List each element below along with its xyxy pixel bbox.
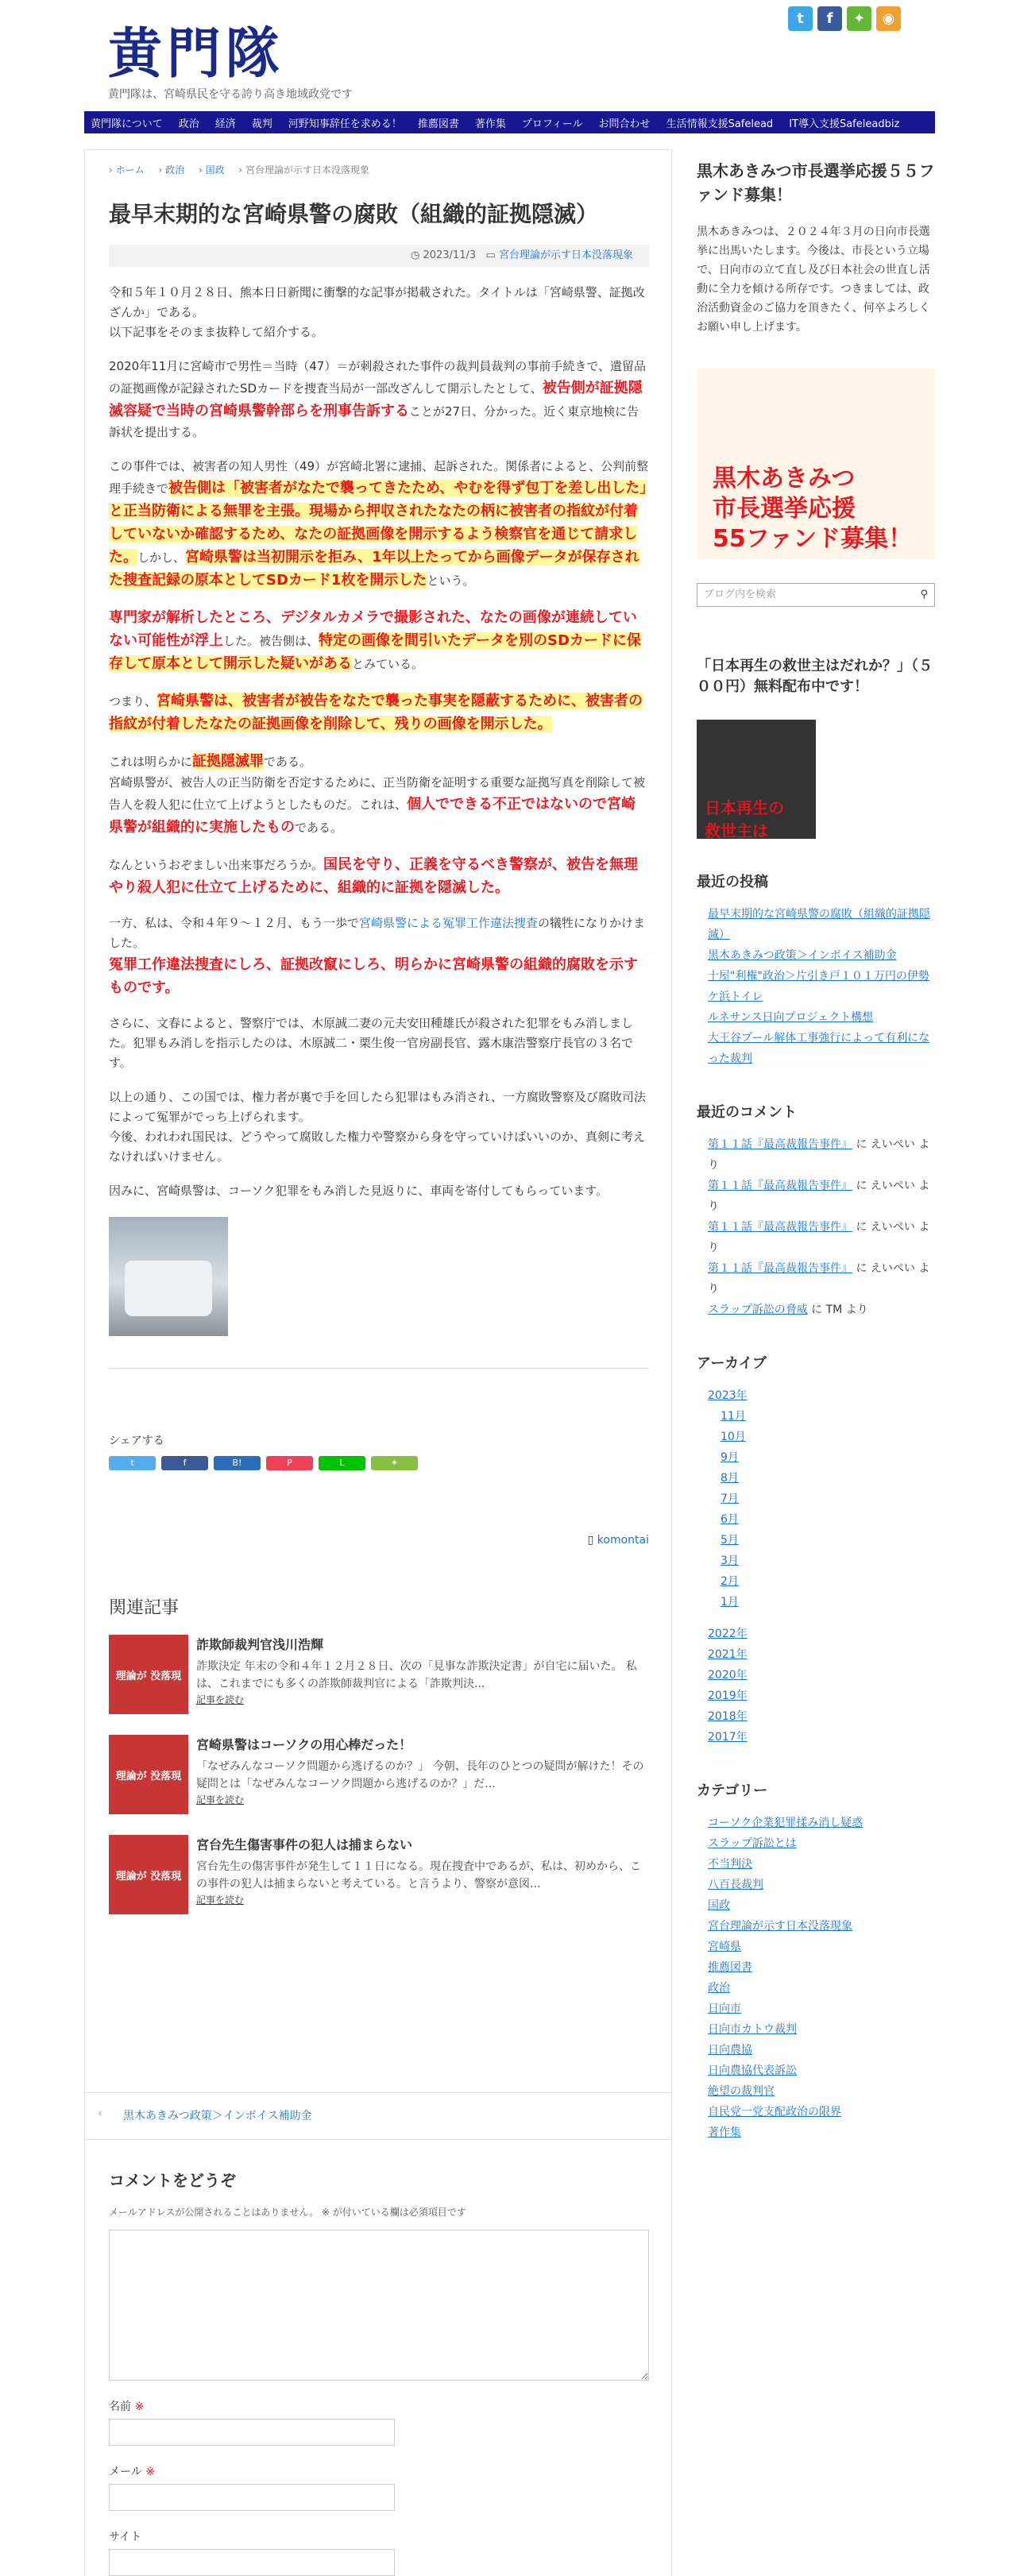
list-item bbox=[708, 2081, 935, 2102]
list-item bbox=[708, 1937, 935, 1957]
list-item bbox=[708, 945, 935, 966]
list-link[interactable]: 日向農協代表訴訟 bbox=[708, 2064, 797, 2077]
list-link[interactable]: 日向農協 bbox=[708, 2044, 752, 2057]
list-item bbox=[708, 1665, 935, 1686]
related-item[interactable] bbox=[109, 1635, 649, 1714]
breadcrumb-current: › 宮台理論が示す日本没落現象 bbox=[238, 164, 370, 176]
list-link[interactable]: 第１１話『最高裁報告事件』 bbox=[708, 1180, 852, 1192]
list-item bbox=[708, 1875, 935, 1895]
paragraph: この事件では、被害者の知人男性（49）が宮崎北署に逮捕、起訴された。関係者によると、公判前整理手続きで被告側は「被害者がなたで襲ってきたため、やむを得ず包丁を差し出した」と正当防衛による無罪を主張。現場から押収されたなたの柄に被害者の指紋が付着していないか確認するため、なたの証拠画像を開示するよう検察官を通じて請求した。しかし、宮崎県警は当初開示を拒み、1年以上たってから画像データが保存された捜査記録の原本としてSDカード1枚を開示したという。 bbox=[109, 459, 649, 589]
paragraph: 一方、私は、令和４年９～１２月、もう一歩で宮崎県警による冤罪工作違法捜査の犠牲になりかけました。 冤罪工作違法捜査にしろ、証拠改竄にしろ、明らかに宮崎県警の組織的腐敗を示すものです。 bbox=[109, 916, 646, 996]
list-item bbox=[708, 1854, 935, 1875]
list-link[interactable]: ルネサンス日向プロジェクト構想 bbox=[708, 1011, 874, 1024]
list-link[interactable]: 絶望の裁判官 bbox=[708, 2085, 775, 2098]
nav-item[interactable]: 黄門隊について bbox=[91, 118, 163, 130]
post-category[interactable]: 宮台理論が示す日本没落現象 bbox=[498, 249, 633, 261]
related-item-title[interactable]: 宮崎県警はコーソクの用心棒だった！ bbox=[196, 1737, 412, 1752]
list-item bbox=[708, 1217, 935, 1258]
main-nav bbox=[84, 111, 935, 133]
banner-text: 黒木あきみつ 市長選挙応援 55ファンド募集！ bbox=[713, 465, 913, 553]
site-header bbox=[0, 0, 1020, 130]
nav-item[interactable]: 河野知事辞任を求める！ bbox=[288, 118, 402, 130]
clock-icon: ◷ bbox=[410, 249, 420, 261]
paragraph: 以上の通り、この国では、権力者が裏で手を回したら犯罪はもみ消され、一方腐敗警察及び腐敗司法によって冤罪がでっち上げられます。 今後、われわれ国民は、どうやって腐敗した権力や警察から身を守っていけばいいのか、真剣に考えなければいけません。 bbox=[109, 1090, 646, 1164]
list-item bbox=[708, 1551, 935, 1571]
nav-item[interactable]: 生活情報支援Safelead bbox=[666, 118, 774, 130]
category-title: カテゴリー bbox=[697, 1782, 768, 1799]
twitter-icon[interactable]: t bbox=[788, 6, 813, 31]
name-label: 名前 ※ bbox=[109, 2400, 145, 2413]
list-item bbox=[708, 1624, 935, 1644]
list-link[interactable]: 2021年 bbox=[708, 1648, 748, 1661]
article-title: 最早末期的な宮崎県警の腐敗（組織的証拠隠滅） bbox=[109, 201, 599, 227]
recent-posts-list bbox=[697, 904, 935, 1069]
paragraph: 因みに、宮崎県警は、コーソク犯罪をもみ消した見返りに、車両を寄付してもらっています。 bbox=[109, 1184, 609, 1198]
list-link[interactable]: 第１１話『最高裁報告事件』 bbox=[708, 1221, 852, 1234]
main-content bbox=[84, 149, 672, 2576]
list-link[interactable]: 推薦図書 bbox=[708, 1961, 752, 1974]
comment-author: に えいぺい より bbox=[708, 1221, 930, 1254]
list-link[interactable]: 大王谷プール解体工事強行によって有利になった裁判 bbox=[708, 1032, 930, 1065]
list-item bbox=[708, 2060, 935, 2081]
list-item bbox=[708, 1007, 935, 1028]
line-share-icon[interactable]: L bbox=[319, 1456, 365, 1470]
site-label: サイト bbox=[109, 2531, 142, 2543]
email-field[interactable] bbox=[109, 2484, 395, 2511]
related-item-excerpt: 詐欺決定 年末の令和４年１２月２８日、次の「見事な詐欺決定書」が自宅に届いた。 私は、これまでにも多くの詐欺師裁判官による「詐欺判決... bbox=[196, 1660, 637, 1690]
list-item bbox=[708, 1644, 935, 1665]
list-link[interactable]: 不当判決 bbox=[708, 1858, 752, 1871]
hatena-share-icon[interactable]: B! bbox=[214, 1456, 261, 1470]
list-item bbox=[708, 1706, 935, 1727]
list-item bbox=[708, 1813, 935, 1833]
feedly-share-icon[interactable]: ✦ bbox=[371, 1456, 418, 1470]
paragraph: なんというおぞましい出来事だろうか。国民を守り、正義を守るべき警察が、被告を無理やり殺人犯に仕立て上げるために、組織的に証拠を隠滅した。 bbox=[109, 856, 639, 896]
list-item bbox=[708, 1300, 935, 1320]
list-item bbox=[708, 1406, 935, 1427]
list-link[interactable]: 10月 bbox=[721, 1431, 746, 1443]
prev-post-link[interactable]: 黒木あきみつ政策＞インボイス補助金 bbox=[123, 2110, 312, 2122]
car-photo[interactable] bbox=[109, 1217, 228, 1336]
sidebar bbox=[697, 159, 935, 2143]
list-item bbox=[708, 1999, 935, 2019]
list-item bbox=[708, 904, 935, 945]
comment-form-title: コメントをどうぞ bbox=[109, 2171, 236, 2190]
list-item bbox=[708, 1957, 935, 1978]
list-link[interactable]: 5月 bbox=[721, 1534, 739, 1547]
nav-item[interactable]: 推薦図書 bbox=[417, 118, 459, 130]
list-item bbox=[708, 1686, 935, 1706]
search-input[interactable]: ブログ内を検索 ⚲ bbox=[697, 583, 935, 607]
author-link[interactable]: komontai bbox=[597, 1534, 649, 1547]
list-item bbox=[708, 1895, 935, 1916]
book-cover-text: 日本再生の 救世主は bbox=[705, 798, 784, 840]
campaign-title: 黒木あきみつ市長選挙応援５５ファンド募集！ bbox=[697, 161, 935, 204]
read-more-link[interactable]: 記事を読む bbox=[196, 1694, 245, 1705]
list-link[interactable]: 2023年 bbox=[708, 1389, 748, 1402]
related-item-excerpt: 宮台先生の傷害事件が発生して１１日になる。現在捜査中であるが、私は、初めから、この事件の犯人は捕まらないと考えている。と言うより、警察が意図... bbox=[196, 1860, 641, 1890]
post-date: 2023/11/3 bbox=[423, 249, 477, 261]
list-link[interactable]: 自民党一党支配政治の限界 bbox=[708, 2106, 841, 2118]
book-cover-image[interactable] bbox=[697, 720, 816, 839]
recent-comments-list bbox=[697, 1134, 935, 1320]
facebook-icon[interactable]: f bbox=[817, 6, 842, 31]
related-item[interactable] bbox=[109, 1735, 649, 1814]
list-item bbox=[708, 1427, 935, 1447]
spacer bbox=[708, 1612, 935, 1624]
recent-posts-title: 最近の投稿 bbox=[697, 874, 768, 890]
book-title: 「日本再生の救世主はだれか？」（５００円）無料配布中です！ bbox=[697, 658, 933, 695]
list-link[interactable]: 第１１話『最高裁報告事件』 bbox=[708, 1138, 852, 1151]
list-item bbox=[708, 1530, 935, 1551]
nav-item[interactable]: プロフィール bbox=[521, 118, 583, 130]
list-link[interactable]: 6月 bbox=[721, 1513, 739, 1526]
comment-textarea[interactable] bbox=[109, 2230, 649, 2381]
feedly-icon[interactable]: ✦ bbox=[847, 6, 871, 31]
paragraph: これは明らかに証拠隠滅罪である。 宮崎県警が、被告人の正当防衛を否定するために、正当防衛を証明する重要な証拠写真を削除して被告人を殺人犯に仕立て上げようとしたものだ。これは、個人でできる不正ではないので宮崎県警が組織的に実施したものである。 bbox=[109, 753, 646, 836]
list-link[interactable]: 2017年 bbox=[708, 1731, 748, 1744]
pocket-share-icon[interactable]: P bbox=[266, 1456, 313, 1470]
author-line bbox=[109, 1534, 649, 1547]
list-item bbox=[708, 1447, 935, 1468]
list-item bbox=[708, 2040, 935, 2060]
list-link[interactable]: 2018年 bbox=[708, 1710, 748, 1723]
list-item bbox=[708, 1571, 935, 1592]
related-item-title[interactable]: 詐欺師裁判官浅川浩輝 bbox=[196, 1637, 324, 1652]
breadcrumb-politics[interactable]: › 政治 bbox=[158, 164, 185, 176]
related-item[interactable] bbox=[109, 1835, 649, 1914]
list-link[interactable]: 2020年 bbox=[708, 1669, 748, 1682]
list-link[interactable]: 3月 bbox=[721, 1554, 739, 1567]
list-link[interactable]: 7月 bbox=[721, 1493, 739, 1505]
nav-item[interactable]: 裁判 bbox=[251, 118, 272, 130]
person-icon: ▯ bbox=[587, 1534, 594, 1547]
read-more-link[interactable]: 記事を読む bbox=[196, 1794, 245, 1806]
list-link[interactable]: 十屋"利権"政治＞片引き戸１０１万円の伊勢ケ浜トイレ bbox=[708, 970, 929, 1003]
list-link[interactable]: 1月 bbox=[721, 1596, 739, 1609]
list-link[interactable]: 2019年 bbox=[708, 1690, 748, 1702]
chevron-left-icon: ‹ bbox=[98, 2106, 102, 2120]
breadcrumb-home[interactable]: › ホーム bbox=[109, 164, 145, 176]
list-item bbox=[708, 1028, 935, 1069]
list-item bbox=[708, 1176, 935, 1217]
comment-author: に TM より bbox=[807, 1303, 868, 1316]
list-item bbox=[708, 1509, 935, 1530]
list-link[interactable]: 第１１話『最高裁報告事件』 bbox=[708, 1262, 852, 1275]
list-link[interactable]: コーソク企業犯罪揉み消し疑惑 bbox=[708, 1817, 864, 1829]
paragraph: さらに、文春によると、警察庁では、木原誠二妻の元夫安田種雄氏が殺された犯罪をもみ消しました。犯罪もみ消しを指示したのは、木原誠二・栗生俊一官房副長官、露木康浩警察庁長官の３名です。 bbox=[109, 1016, 634, 1070]
list-item bbox=[708, 2102, 935, 2122]
breadcrumb-national[interactable]: › 国政 bbox=[198, 164, 225, 176]
campaign-banner[interactable] bbox=[697, 369, 935, 559]
campaign-text: 黒木あきみつは、２０２４年３月の日向市長選挙に出馬いたします。今後は、市長という立場で、日向市の立て直し及び日本社会の世直し活動に全力を傾ける所存です。つきましては、政治活動資金のご協力を頂きたく、何卒よろしくお願い申し上げます。 bbox=[697, 226, 930, 334]
list-link[interactable]: 日向市 bbox=[708, 2002, 741, 2015]
comment-author: に えいぺい より bbox=[708, 1138, 930, 1172]
list-item bbox=[708, 1978, 935, 1999]
list-link[interactable]: 11月 bbox=[721, 1410, 746, 1423]
category-list bbox=[697, 1813, 935, 2143]
list-link[interactable]: 政治 bbox=[708, 1982, 730, 1995]
rss-icon[interactable]: ◉ bbox=[876, 6, 901, 31]
list-item bbox=[708, 1134, 935, 1176]
related-title: 関連記事 bbox=[109, 1598, 180, 1618]
list-item bbox=[708, 1592, 935, 1612]
list-link[interactable]: 国政 bbox=[708, 1899, 730, 1912]
twitter-share-icon[interactable]: t bbox=[109, 1456, 156, 1470]
email-label: メール ※ bbox=[109, 2466, 155, 2478]
folder-icon: ▭ bbox=[485, 249, 496, 261]
article-meta bbox=[109, 245, 649, 267]
list-link[interactable]: 宮台理論が示す日本没落現象 bbox=[708, 1920, 852, 1933]
list-link[interactable]: スラップ訴訟の脅威 bbox=[708, 1303, 808, 1316]
list-link[interactable]: スラップ訴訟とは bbox=[708, 1837, 797, 1850]
paragraph: 専門家が解析したところ、デジタルカメラで撮影された、なたの画像が連続していない可能性が浮上した。被告側は、特定の画像を間引いたデータを別のSDカードに保存して原本として開示した疑いがあるとみている。 bbox=[109, 609, 641, 672]
list-link[interactable]: 黒木あきみつ政策＞インボイス補助金 bbox=[708, 949, 897, 962]
comment-note: メールアドレスが公開されることはありません。 ※ が付いている欄は必須項目です bbox=[109, 2207, 466, 2218]
related-thumbnail[interactable]: 理論が 没落現 bbox=[109, 1835, 188, 1914]
list-item bbox=[708, 966, 935, 1007]
list-item bbox=[708, 2019, 935, 2040]
list-item bbox=[708, 1916, 935, 1937]
share-buttons bbox=[109, 1456, 649, 1470]
search-icon[interactable]: ⚲ bbox=[920, 589, 928, 601]
comment-author: に えいぺい より bbox=[708, 1180, 930, 1213]
list-item bbox=[708, 1727, 935, 1748]
list-link[interactable]: 宮崎県 bbox=[708, 1941, 741, 1953]
paragraph: 2020年11月に宮崎市で男性＝当時（47）＝が刺殺された事件の裁判員裁判の事前手続きで、遺留品の証拠画像が記録されたSDカードを捜査当局が一部改ざんして開示したとして、被告側が証拠隠滅容疑で当時の宮崎県警幹部らを刑事告訴することが27日、分かった。近く東京地検に告訴状を提出する。 bbox=[109, 359, 647, 439]
list-link[interactable]: 八百長裁判 bbox=[708, 1879, 763, 1891]
list-link[interactable]: 8月 bbox=[721, 1472, 739, 1485]
paragraph: つまり、宮崎県警は、被害者が被告をなたで襲った事実を隠蔽するために、被害者の指紋が付着したなたの証拠画像を削除して、残りの画像を開示した。 bbox=[109, 693, 643, 732]
list-link[interactable]: 2月 bbox=[721, 1575, 739, 1588]
nav-item[interactable]: お問合わせ bbox=[598, 118, 651, 130]
post-navigation bbox=[85, 2092, 671, 2140]
related-thumbnail[interactable]: 理論が 没落現 bbox=[109, 1635, 188, 1714]
list-link[interactable]: 2022年 bbox=[708, 1628, 748, 1640]
list-item bbox=[708, 1833, 935, 1854]
site-field[interactable] bbox=[109, 2549, 395, 2576]
site-tagline: 黄門隊は、宮崎県民を守る誇り高き地域政党です bbox=[108, 88, 353, 101]
list-item bbox=[708, 2122, 935, 2143]
facebook-share-icon[interactable]: f bbox=[161, 1456, 208, 1470]
related-item-excerpt: 「なぜみんなコーソク問題から逃げるのか？」 今朝、長年のひとつの疑問が解けた！その疑問とは「なぜみんなコーソク問題から逃げるのか？」だ... bbox=[196, 1760, 644, 1790]
nav-item[interactable]: IT導入支援Safeleadbiz bbox=[789, 118, 900, 130]
nav-item[interactable]: 政治 bbox=[178, 118, 199, 130]
archive-list bbox=[697, 1385, 935, 1748]
related-thumbnail[interactable]: 理論が 没落現 bbox=[109, 1735, 188, 1814]
site-logo[interactable]: 黄門隊 bbox=[108, 22, 285, 86]
related-item-title[interactable]: 宮台先生傷害事件の犯人は捕まらない bbox=[196, 1837, 413, 1852]
name-field[interactable] bbox=[109, 2419, 395, 2446]
comment-author: に えいぺい より bbox=[708, 1262, 930, 1296]
recent-comments-title: 最近のコメント bbox=[697, 1104, 797, 1121]
inline-link[interactable]: 宮崎県警による冤罪工作違法捜査 bbox=[359, 916, 539, 930]
breadcrumb bbox=[109, 163, 649, 176]
list-item bbox=[708, 1468, 935, 1489]
list-link[interactable]: 著作集 bbox=[708, 2126, 741, 2139]
article-body bbox=[109, 283, 649, 1369]
list-link[interactable]: 9月 bbox=[721, 1451, 739, 1464]
list-item bbox=[708, 1258, 935, 1300]
list-item bbox=[708, 1385, 935, 1406]
read-more-link[interactable]: 記事を読む bbox=[196, 1894, 245, 1906]
list-item bbox=[708, 1489, 935, 1509]
paragraph: 令和５年１０月２８日、熊本日日新聞に衝撃的な記事が掲載された。タイトルは「宮崎県警、証拠改ざんか」である。 以下記事をそのまま抜粋して紹介する。 bbox=[109, 285, 645, 339]
social-links bbox=[788, 6, 901, 31]
share-title: シェアする bbox=[109, 1435, 164, 1447]
archive-title: アーカイブ bbox=[697, 1355, 767, 1372]
nav-item[interactable]: 著作集 bbox=[474, 118, 506, 130]
list-link[interactable]: 日向市カトウ裁判 bbox=[708, 2023, 797, 2036]
comment-form bbox=[109, 2168, 649, 2576]
nav-item[interactable]: 経済 bbox=[214, 118, 236, 130]
list-link[interactable]: 最早末期的な宮崎県警の腐敗（組織的証拠隠滅） bbox=[708, 908, 930, 941]
